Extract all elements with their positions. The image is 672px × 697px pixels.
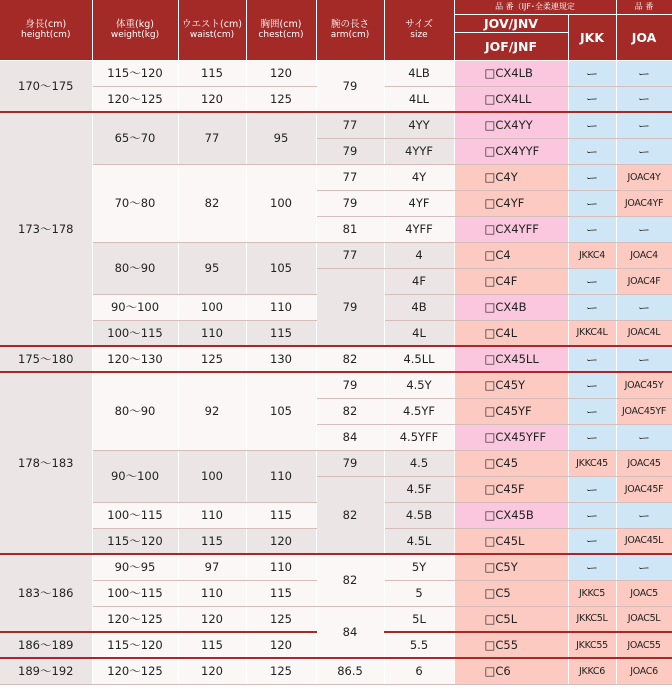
chest-cell: 105 — [246, 372, 316, 450]
joa-code-cell: JOAC55 — [616, 632, 672, 658]
jov-code-cell: □CX4LB — [454, 60, 568, 86]
size-cell: 4.5 — [384, 450, 454, 476]
jov-code-cell: □C6 — [454, 658, 568, 684]
size-cell: 4.5Y — [384, 372, 454, 398]
joa-code-cell: JOAC45F — [616, 476, 672, 502]
product-group-header-2: 品 番 — [616, 0, 672, 14]
size-cell: 4F — [384, 268, 454, 294]
jov-code-cell: □C5 — [454, 580, 568, 606]
weight-cell: 100〜115 — [92, 502, 178, 528]
product-group-header: 品 番（IJF･全柔連規定 — [454, 0, 616, 14]
size-header: サイズ size — [384, 0, 454, 60]
jkk-code-cell: JKKC6 — [568, 658, 616, 684]
jov-code-cell: □CX45B — [454, 502, 568, 528]
jkk-code-cell: ー — [568, 502, 616, 528]
size-cell: 4YYF — [384, 138, 454, 164]
jov-code-cell: □C4 — [454, 242, 568, 268]
joa-code-cell: JOAC45Y — [616, 372, 672, 398]
chest-cell: 125 — [246, 658, 316, 684]
size-cell: 4 — [384, 242, 454, 268]
table-header — [0, 0, 672, 60]
jkk-code-cell: ー — [568, 190, 616, 216]
jov-code-cell: □C4YF — [454, 190, 568, 216]
size-cell: 4.5YFF — [384, 424, 454, 450]
weight-cell: 80〜90 — [92, 242, 178, 294]
jov-code-cell: □CX4YFF — [454, 216, 568, 242]
chest-cell: 95 — [246, 112, 316, 164]
chest-cell: 130 — [246, 346, 316, 372]
jkk-code-cell: ー — [568, 398, 616, 424]
table-row — [0, 112, 672, 138]
size-cell: 4LB — [384, 60, 454, 86]
waist-cell: 110 — [178, 502, 246, 528]
weight-cell: 120〜125 — [92, 606, 178, 632]
height-cell: 178〜183 — [0, 372, 92, 554]
jkk-code-cell: ー — [568, 268, 616, 294]
arm-cell: 82 — [316, 476, 384, 554]
waist-cell: 95 — [178, 242, 246, 294]
waist-header: ウエスト(cm) waist(cm) — [178, 0, 246, 60]
waist-cell: 100 — [178, 450, 246, 502]
weight-cell: 115〜120 — [92, 528, 178, 554]
arm-cell: 82 — [316, 346, 384, 372]
waist-cell: 82 — [178, 164, 246, 242]
table-row — [0, 164, 672, 190]
joa-code-cell: JOAC4F — [616, 268, 672, 294]
size-cell: 5L — [384, 606, 454, 632]
jov-code-cell: □C45F — [454, 476, 568, 502]
size-cell: 4.5YF — [384, 398, 454, 424]
table-row — [0, 658, 672, 684]
waist-cell: 77 — [178, 112, 246, 164]
height-cell: 186〜189 — [0, 632, 92, 658]
weight-cell: 65〜70 — [92, 112, 178, 164]
jkk-code-cell: ー — [568, 554, 616, 580]
table-row — [0, 60, 672, 86]
size-cell: 4YFF — [384, 216, 454, 242]
size-cell: 4L — [384, 320, 454, 346]
arm-cell: 79 — [316, 190, 384, 216]
table-row — [0, 606, 672, 632]
chest-cell: 110 — [246, 294, 316, 320]
table-row — [0, 372, 672, 398]
waist-cell: 120 — [178, 86, 246, 112]
size-cell: 4.5F — [384, 476, 454, 502]
joa-code-cell: ー — [616, 60, 672, 86]
arm-cell: 79 — [316, 450, 384, 476]
size-cell: 4.5LL — [384, 346, 454, 372]
arm-cell: 77 — [316, 164, 384, 190]
size-cell: 4.5B — [384, 502, 454, 528]
weight-cell: 90〜95 — [92, 554, 178, 580]
jov-code-cell: □C4F — [454, 268, 568, 294]
jkk-code-cell: JKKC55 — [568, 632, 616, 658]
size-cell: 4LL — [384, 86, 454, 112]
jkk-code-cell: ー — [568, 138, 616, 164]
chest-cell: 110 — [246, 554, 316, 580]
waist-cell: 110 — [178, 580, 246, 606]
jov-code-cell: □C5Y — [454, 554, 568, 580]
arm-cell: 86.5 — [316, 658, 384, 684]
size-cell: 4YF — [384, 190, 454, 216]
table-body — [0, 60, 672, 684]
joa-code-cell: ー — [616, 424, 672, 450]
weight-cell: 100〜115 — [92, 320, 178, 346]
arm-cell: 79 — [316, 60, 384, 112]
chest-cell: 115 — [246, 502, 316, 528]
joa-code-cell: JOAC4L — [616, 320, 672, 346]
joa-code-cell: JOAC4YF — [616, 190, 672, 216]
arm-cell: 79 — [316, 138, 384, 164]
jkk-code-cell: ー — [568, 346, 616, 372]
joa-code-cell: ー — [616, 294, 672, 320]
jov-code-cell: □CX4LL — [454, 86, 568, 112]
arm-header: 腕の長さ arm(cm) — [316, 0, 384, 60]
joa-code-cell: ー — [616, 86, 672, 112]
table-row — [0, 554, 672, 580]
jkk-code-cell: ー — [568, 294, 616, 320]
jov-code-cell: □C45 — [454, 450, 568, 476]
waist-cell: 115 — [178, 528, 246, 554]
arm-cell: 77 — [316, 242, 384, 268]
waist-cell: 115 — [178, 632, 246, 658]
weight-cell: 70〜80 — [92, 164, 178, 242]
height-cell: 175〜180 — [0, 346, 92, 372]
weight-cell: 80〜90 — [92, 372, 178, 450]
joa-code-cell: ー — [616, 138, 672, 164]
jof-header: JOF/JNF — [454, 32, 568, 60]
weight-cell: 100〜115 — [92, 580, 178, 606]
table-row — [0, 346, 672, 372]
jkk-code-cell: JKKC5 — [568, 580, 616, 606]
weight-cell: 90〜100 — [92, 294, 178, 320]
height-cell: 173〜178 — [0, 112, 92, 346]
chest-header: 胸囲(cm) chest(cm) — [246, 0, 316, 60]
height-cell: 189〜192 — [0, 658, 92, 684]
jov-code-cell: □CX4B — [454, 294, 568, 320]
arm-cell: 82 — [316, 398, 384, 424]
chest-cell: 120 — [246, 632, 316, 658]
joa-code-cell: JOAC6 — [616, 658, 672, 684]
table-row — [0, 242, 672, 268]
chest-cell: 110 — [246, 450, 316, 502]
table-row — [0, 450, 672, 476]
chest-cell: 125 — [246, 86, 316, 112]
jov-code-cell: □C45YF — [454, 398, 568, 424]
weight-cell: 120〜130 — [92, 346, 178, 372]
joa-code-cell: JOAC45YF — [616, 398, 672, 424]
arm-cell: 82 — [316, 554, 384, 606]
chest-cell: 125 — [246, 606, 316, 632]
weight-cell: 115〜120 — [92, 632, 178, 658]
jkk-code-cell: ー — [568, 372, 616, 398]
jov-code-cell: □C55 — [454, 632, 568, 658]
jkk-code-cell: ー — [568, 476, 616, 502]
size-cell: 5 — [384, 580, 454, 606]
jov-code-cell: □CX4YY — [454, 112, 568, 138]
waist-cell: 100 — [178, 294, 246, 320]
jov-code-cell: □CX45LL — [454, 346, 568, 372]
jov-code-cell: □C45L — [454, 528, 568, 554]
size-cell: 5Y — [384, 554, 454, 580]
jov-code-cell: □CX45YFF — [454, 424, 568, 450]
chest-cell: 100 — [246, 164, 316, 242]
jkk-code-cell: ー — [568, 60, 616, 86]
joa-header: JOA — [616, 14, 672, 60]
jov-code-cell: □C5L — [454, 606, 568, 632]
weight-cell: 115〜120 — [92, 60, 178, 86]
height-cell: 170〜175 — [0, 60, 92, 112]
size-cell: 4B — [384, 294, 454, 320]
waist-cell: 110 — [178, 320, 246, 346]
size-cell: 5.5 — [384, 632, 454, 658]
size-cell: 4YY — [384, 112, 454, 138]
joa-code-cell: JOAC45L — [616, 528, 672, 554]
waist-cell: 120 — [178, 658, 246, 684]
weight-cell: 120〜125 — [92, 86, 178, 112]
jov-code-cell: □C4L — [454, 320, 568, 346]
jov-header: JOV/JNV — [454, 14, 568, 32]
weight-cell: 120〜125 — [92, 658, 178, 684]
jkk-code-cell: JKKC4 — [568, 242, 616, 268]
chest-cell: 115 — [246, 580, 316, 606]
arm-cell: 79 — [316, 268, 384, 346]
size-cell: 4.5L — [384, 528, 454, 554]
jov-code-cell: □C45Y — [454, 372, 568, 398]
jkk-code-cell: ー — [568, 528, 616, 554]
jov-code-cell: □C4Y — [454, 164, 568, 190]
jkk-code-cell: JKKC5L — [568, 606, 616, 632]
chest-cell: 120 — [246, 528, 316, 554]
arm-cell: 84 — [316, 606, 384, 658]
joa-code-cell: ー — [616, 112, 672, 138]
jkk-code-cell: JKKC4L — [568, 320, 616, 346]
waist-cell: 125 — [178, 346, 246, 372]
jov-code-cell: □CX4YYF — [454, 138, 568, 164]
joa-code-cell: JOAC5 — [616, 580, 672, 606]
joa-code-cell: ー — [616, 502, 672, 528]
joa-code-cell: ー — [616, 216, 672, 242]
weight-cell: 90〜100 — [92, 450, 178, 502]
jkk-code-cell: ー — [568, 216, 616, 242]
arm-cell: 84 — [316, 424, 384, 450]
waist-cell: 115 — [178, 60, 246, 86]
waist-cell: 120 — [178, 606, 246, 632]
chest-cell: 115 — [246, 320, 316, 346]
chest-cell: 120 — [246, 60, 316, 86]
jkk-code-cell: ー — [568, 164, 616, 190]
jkk-header: JKK — [568, 14, 616, 60]
waist-cell: 97 — [178, 554, 246, 580]
height-header: 身長(cm) height(cm) — [0, 0, 92, 60]
joa-code-cell: ー — [616, 554, 672, 580]
joa-code-cell: ー — [616, 346, 672, 372]
joa-code-cell: JOAC5L — [616, 606, 672, 632]
arm-cell: 81 — [316, 216, 384, 242]
height-cell: 183〜186 — [0, 554, 92, 632]
weight-header: 体重(kg) weight(kg) — [92, 0, 178, 60]
jkk-code-cell: ー — [568, 86, 616, 112]
chest-cell: 105 — [246, 242, 316, 294]
waist-cell: 92 — [178, 372, 246, 450]
joa-code-cell: JOAC4 — [616, 242, 672, 268]
jkk-code-cell: ー — [568, 112, 616, 138]
size-cell: 4Y — [384, 164, 454, 190]
arm-cell: 79 — [316, 372, 384, 398]
joa-code-cell: JOAC45 — [616, 450, 672, 476]
arm-cell: 77 — [316, 112, 384, 138]
size-cell: 6 — [384, 658, 454, 684]
jkk-code-cell: ー — [568, 424, 616, 450]
jkk-code-cell: JKKC45 — [568, 450, 616, 476]
joa-code-cell: JOAC4Y — [616, 164, 672, 190]
